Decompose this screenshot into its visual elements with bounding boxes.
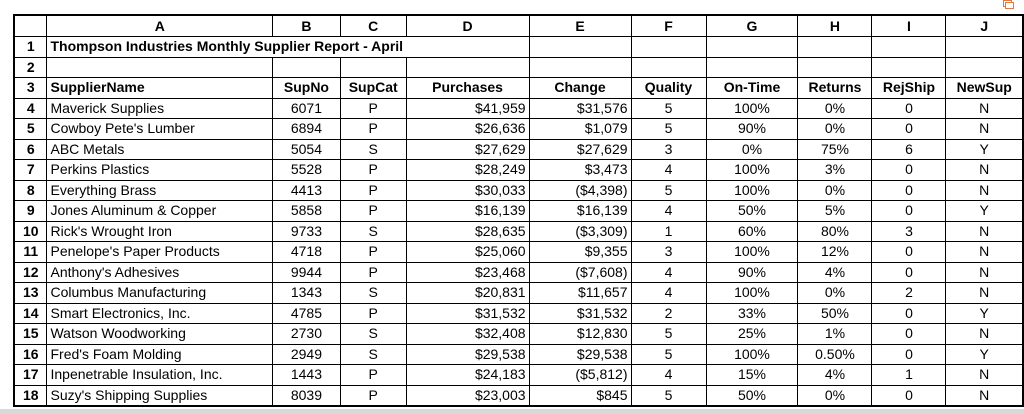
table-cell[interactable]: Penelope's Paper Products (47, 242, 273, 263)
row-header[interactable]: 5 (14, 119, 47, 140)
table-cell[interactable]: 0 (872, 98, 946, 119)
table-cell[interactable]: $31,532 (406, 303, 529, 324)
table-cell[interactable]: Maverick Supplies (47, 98, 273, 119)
row-header[interactable]: 2 (14, 57, 47, 78)
table-cell[interactable]: Jones Aluminum & Copper (47, 201, 273, 222)
table-row (14, 160, 1023, 181)
table-cell[interactable]: N (946, 98, 1023, 119)
table-cell[interactable]: 0 (872, 160, 946, 181)
table-cell[interactable]: 5 (631, 385, 706, 406)
table-cell[interactable]: $32,408 (406, 324, 529, 345)
table-row (14, 119, 1023, 140)
table-row (14, 344, 1023, 365)
table-cell[interactable]: 5528 (273, 160, 341, 181)
column-header-a[interactable]: A (47, 15, 273, 37)
table-cell[interactable]: $23,003 (406, 385, 529, 406)
table-cell[interactable]: 4 (631, 160, 706, 181)
table-cell[interactable]: $28,635 (406, 221, 529, 242)
table-cell[interactable]: Columbus Manufacturing (47, 283, 273, 304)
table-cell[interactable]: 6071 (273, 98, 341, 119)
table-cell[interactable]: N (946, 324, 1023, 345)
table-cell[interactable]: $11,657 (529, 283, 631, 304)
cell[interactable] (631, 37, 706, 58)
column-label[interactable]: SupplierName (47, 78, 273, 99)
column-header-b[interactable]: B (273, 15, 341, 37)
table-row (14, 37, 1023, 58)
column-header-d[interactable]: D (406, 15, 529, 37)
table-cell[interactable]: 3 (631, 139, 706, 160)
table-cell[interactable]: Cowboy Pete's Lumber (47, 119, 273, 140)
table-cell[interactable]: 50% (706, 201, 798, 222)
table-cell[interactable]: $12,830 (529, 324, 631, 345)
cell[interactable] (706, 37, 798, 58)
table-cell[interactable]: 1 (872, 365, 946, 386)
table-cell[interactable]: $29,538 (406, 344, 529, 365)
cell[interactable] (946, 57, 1023, 78)
table-cell[interactable]: S (340, 139, 406, 160)
table-cell[interactable]: Everything Brass (47, 180, 273, 201)
column-header-row (14, 15, 1023, 37)
table-cell[interactable]: 0 (872, 242, 946, 263)
table-cell[interactable]: 4785 (273, 303, 341, 324)
cell[interactable] (798, 57, 872, 78)
column-header-h[interactable]: H (798, 15, 872, 37)
table-cell[interactable]: $31,532 (529, 303, 631, 324)
table-cell[interactable]: P (340, 160, 406, 181)
table-cell[interactable]: 0 (872, 180, 946, 201)
table-cell[interactable]: 8039 (273, 385, 341, 406)
table-cell[interactable]: Y (946, 201, 1023, 222)
table-cell[interactable]: S (340, 324, 406, 345)
table-cell[interactable]: Smart Electronics, Inc. (47, 303, 273, 324)
column-header-i[interactable]: I (872, 15, 946, 37)
table-cell[interactable]: P (340, 365, 406, 386)
table-cell[interactable]: Y (946, 139, 1023, 160)
table-cell[interactable]: 33% (706, 303, 798, 324)
table-cell[interactable]: 4 (631, 262, 706, 283)
table-cell[interactable]: $845 (529, 385, 631, 406)
table-cell[interactable]: S (340, 221, 406, 242)
table-cell[interactable]: 0% (798, 119, 872, 140)
table-cell[interactable]: $20,831 (406, 283, 529, 304)
cell[interactable] (340, 57, 406, 78)
table-cell[interactable]: $3,473 (529, 160, 631, 181)
table-row (14, 242, 1023, 263)
table-cell[interactable]: Watson Woodworking (47, 324, 273, 345)
table-cell[interactable]: 5858 (273, 201, 341, 222)
table-cell[interactable]: S (340, 344, 406, 365)
table-cell[interactable]: 1443 (273, 365, 341, 386)
table-cell[interactable]: 12% (798, 242, 872, 263)
table-cell[interactable]: 9733 (273, 221, 341, 242)
table-cell[interactable]: 6 (872, 139, 946, 160)
table-cell[interactable]: 0 (872, 385, 946, 406)
table-cell[interactable]: ABC Metals (47, 139, 273, 160)
table-cell[interactable]: P (340, 242, 406, 263)
table-cell[interactable]: $24,183 (406, 365, 529, 386)
table-cell[interactable]: 0% (798, 283, 872, 304)
table-cell[interactable]: N (946, 180, 1023, 201)
cell[interactable] (631, 57, 706, 78)
table-cell[interactable]: P (340, 303, 406, 324)
table-row (14, 324, 1023, 345)
table-row (14, 365, 1023, 386)
horizontal-scrollbar[interactable] (0, 409, 1024, 414)
spreadsheet (13, 14, 1024, 407)
table-cell[interactable]: $16,139 (529, 201, 631, 222)
row-header[interactable]: 13 (14, 283, 47, 304)
table-cell[interactable]: 5% (798, 201, 872, 222)
table-row (14, 57, 1023, 78)
row-header[interactable]: 10 (14, 221, 47, 242)
table-cell[interactable]: 0.50% (798, 344, 872, 365)
table-row (14, 385, 1023, 406)
table-cell[interactable]: 1343 (273, 283, 341, 304)
table-cell[interactable]: 1% (798, 324, 872, 345)
column-header-c[interactable]: C (340, 15, 406, 37)
column-label[interactable]: Purchases (406, 78, 529, 99)
table-cell[interactable]: 6894 (273, 119, 341, 140)
table-cell[interactable]: 15% (706, 365, 798, 386)
table-row (14, 262, 1023, 283)
row-header[interactable]: 16 (14, 344, 47, 365)
table-cell[interactable]: $9,355 (529, 242, 631, 263)
table-cell[interactable]: N (946, 119, 1023, 140)
column-label[interactable]: SupCat (340, 78, 406, 99)
row-header[interactable]: 1 (14, 37, 47, 58)
table-cell[interactable]: P (340, 98, 406, 119)
table-cell[interactable]: 0% (798, 180, 872, 201)
table-cell[interactable]: 4% (798, 365, 872, 386)
table-cell[interactable]: N (946, 160, 1023, 181)
table-cell[interactable]: 50% (798, 303, 872, 324)
table-cell[interactable]: $27,629 (406, 139, 529, 160)
row-header[interactable]: 6 (14, 139, 47, 160)
table-cell[interactable]: 75% (798, 139, 872, 160)
cell[interactable] (406, 37, 529, 58)
table-cell[interactable]: 25% (706, 324, 798, 345)
table-cell[interactable]: 0% (798, 98, 872, 119)
table-cell[interactable]: $30,033 (406, 180, 529, 201)
table-cell[interactable]: 90% (706, 262, 798, 283)
table-cell[interactable]: Suzy's Shipping Supplies (47, 385, 273, 406)
table-row (14, 139, 1023, 160)
table-cell[interactable]: 1 (631, 221, 706, 242)
table-cell[interactable]: 5 (631, 98, 706, 119)
row-header[interactable]: 11 (14, 242, 47, 263)
table-cell[interactable]: 2949 (273, 344, 341, 365)
report-title[interactable]: Thompson Industries Monthly Supplier Report - April (47, 37, 406, 58)
table-row (14, 303, 1023, 324)
table-cell[interactable]: P (340, 119, 406, 140)
table-row (14, 98, 1023, 119)
row-header[interactable]: 3 (14, 78, 47, 99)
table-cell[interactable]: $28,249 (406, 160, 529, 181)
cell[interactable] (529, 37, 631, 58)
table-row (14, 180, 1023, 201)
table-cell[interactable]: $31,576 (529, 98, 631, 119)
table-cell[interactable]: P (340, 262, 406, 283)
column-header-f[interactable]: F (631, 15, 706, 37)
row-header[interactable]: 18 (14, 385, 47, 406)
cell[interactable] (47, 57, 273, 78)
table-cell[interactable]: $16,139 (406, 201, 529, 222)
table-row (14, 283, 1023, 304)
table-cell[interactable]: 5 (631, 324, 706, 345)
column-label[interactable]: NewSup (946, 78, 1023, 99)
table-cell[interactable]: P (340, 180, 406, 201)
table-cell[interactable]: N (946, 283, 1023, 304)
spreadsheet-grid (13, 14, 1024, 407)
table-cell[interactable]: 3 (872, 221, 946, 242)
table-cell[interactable]: N (946, 262, 1023, 283)
column-label[interactable]: On-Time (706, 78, 798, 99)
table-cell[interactable]: 100% (706, 283, 798, 304)
table-cell[interactable]: 4 (631, 365, 706, 386)
column-label[interactable]: Quality (631, 78, 706, 99)
table-cell[interactable]: ($5,812) (529, 365, 631, 386)
table-cell[interactable]: 100% (706, 98, 798, 119)
row-header[interactable]: 7 (14, 160, 47, 181)
table-cell[interactable]: ($4,398) (529, 180, 631, 201)
cell[interactable] (706, 57, 798, 78)
table-cell[interactable]: 4 (631, 201, 706, 222)
table-cell[interactable]: $1,079 (529, 119, 631, 140)
table-cell[interactable]: Y (946, 303, 1023, 324)
table-cell[interactable]: 3 (631, 242, 706, 263)
cell[interactable] (798, 37, 872, 58)
cell[interactable] (529, 57, 631, 78)
row-header[interactable]: 15 (14, 324, 47, 345)
column-header-g[interactable]: G (706, 15, 798, 37)
table-cell[interactable]: 0 (872, 303, 946, 324)
table-cell[interactable]: $41,959 (406, 98, 529, 119)
row-header[interactable]: 14 (14, 303, 47, 324)
table-cell[interactable]: 2 (872, 283, 946, 304)
table-cell[interactable]: Fred's Foam Molding (47, 344, 273, 365)
table-cell[interactable]: S (340, 283, 406, 304)
table-cell[interactable]: 100% (706, 344, 798, 365)
table-cell[interactable]: Anthony's Adhesives (47, 262, 273, 283)
table-cell[interactable]: $25,060 (406, 242, 529, 263)
table-cell[interactable]: Perkins Plastics (47, 160, 273, 181)
table-cell[interactable]: 0 (872, 262, 946, 283)
table-cell[interactable]: N (946, 365, 1023, 386)
table-cell[interactable]: 2730 (273, 324, 341, 345)
table-cell[interactable]: 0% (798, 385, 872, 406)
table-cell[interactable]: 90% (706, 119, 798, 140)
table-cell[interactable]: 50% (706, 385, 798, 406)
cell[interactable] (872, 57, 946, 78)
table-cell[interactable]: $26,636 (406, 119, 529, 140)
column-label[interactable]: Change (529, 78, 631, 99)
table-cell[interactable]: $23,468 (406, 262, 529, 283)
row-header[interactable]: 8 (14, 180, 47, 201)
table-cell[interactable]: 4718 (273, 242, 341, 263)
table-cell[interactable]: Y (946, 344, 1023, 365)
table-row (14, 221, 1023, 242)
table-cell[interactable]: 0% (706, 139, 798, 160)
table-cell[interactable]: 2 (631, 303, 706, 324)
table-row (14, 201, 1023, 222)
table-cell[interactable]: $29,538 (529, 344, 631, 365)
table-cell[interactable]: 4% (798, 262, 872, 283)
table-cell[interactable]: 9944 (273, 262, 341, 283)
table-cell[interactable]: 5 (631, 344, 706, 365)
column-header-j[interactable]: J (946, 15, 1023, 37)
table-cell[interactable]: Rick's Wrought Iron (47, 221, 273, 242)
table-cell[interactable]: Inpenetrable Insulation, Inc. (47, 365, 273, 386)
table-cell[interactable]: ($7,608) (529, 262, 631, 283)
row-header[interactable]: 12 (14, 262, 47, 283)
table-cell[interactable]: $27,629 (529, 139, 631, 160)
cell[interactable] (946, 37, 1023, 58)
column-label[interactable]: Returns (798, 78, 872, 99)
table-cell[interactable]: P (340, 201, 406, 222)
column-label[interactable]: RejShip (872, 78, 946, 99)
table-cell[interactable]: N (946, 385, 1023, 406)
table-cell[interactable]: 80% (798, 221, 872, 242)
table-cell[interactable]: 0 (872, 344, 946, 365)
table-cell[interactable]: N (946, 242, 1023, 263)
document-icon (1003, 0, 1014, 9)
table-cell[interactable]: ($3,309) (529, 221, 631, 242)
table-cell[interactable]: 4 (631, 283, 706, 304)
table-cell[interactable]: 3% (798, 160, 872, 181)
table-cell[interactable]: 100% (706, 242, 798, 263)
table-cell[interactable]: 5054 (273, 139, 341, 160)
table-cell[interactable]: 0 (872, 201, 946, 222)
cell[interactable] (273, 57, 341, 78)
header-row (14, 78, 1023, 99)
table-cell[interactable]: 100% (706, 160, 798, 181)
table-cell[interactable]: 4413 (273, 180, 341, 201)
table-cell[interactable]: 0 (872, 324, 946, 345)
row-header[interactable]: 4 (14, 98, 47, 119)
table-cell[interactable]: 0 (872, 119, 946, 140)
table-cell[interactable]: N (946, 221, 1023, 242)
table-cell[interactable]: 5 (631, 119, 706, 140)
table-cell[interactable]: 60% (706, 221, 798, 242)
table-cell[interactable]: 100% (706, 180, 798, 201)
table-cell[interactable]: P (340, 385, 406, 406)
row-header[interactable]: 17 (14, 365, 47, 386)
corner-cell[interactable] (14, 15, 47, 37)
row-header[interactable]: 9 (14, 201, 47, 222)
cell[interactable] (406, 57, 529, 78)
column-label[interactable]: SupNo (273, 78, 341, 99)
table-cell[interactable]: 5 (631, 180, 706, 201)
cell[interactable] (872, 37, 946, 58)
column-header-e[interactable]: E (529, 15, 631, 37)
